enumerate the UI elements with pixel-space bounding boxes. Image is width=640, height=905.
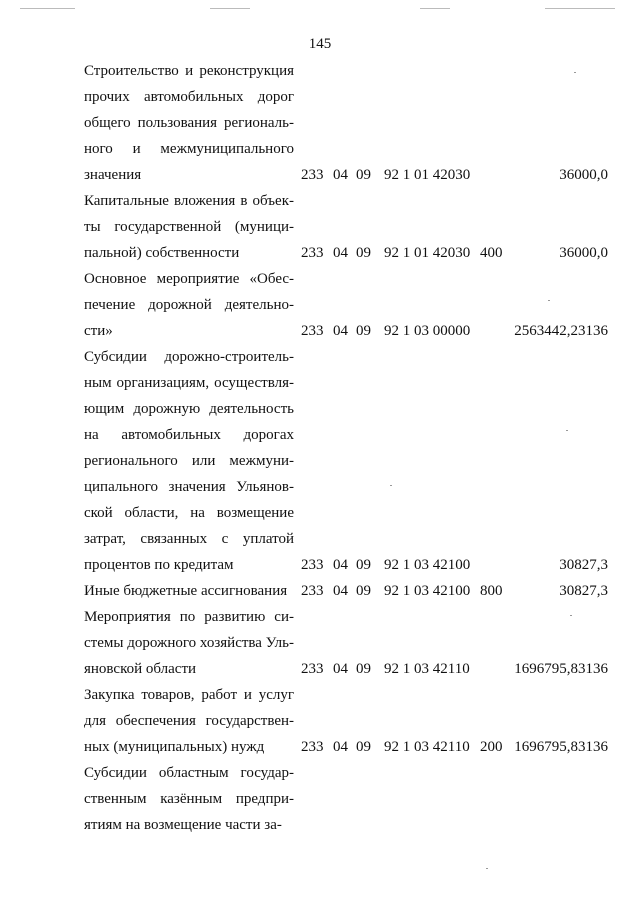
description-line: ской области, на возмещение xyxy=(84,505,294,521)
scan-artifact xyxy=(420,8,450,9)
scan-artifact xyxy=(486,868,488,869)
description-line: Строительство и реконструкция xyxy=(84,63,294,79)
scan-artifact xyxy=(548,300,550,301)
subsection-code: 09 xyxy=(356,583,371,599)
department-code: 233 xyxy=(301,167,324,183)
section-code: 04 xyxy=(333,167,348,183)
description-line: Субсидии областным государ- xyxy=(84,765,294,781)
amount: 2563442,23136 xyxy=(514,323,608,339)
department-code: 233 xyxy=(301,739,324,755)
subsection-code: 09 xyxy=(356,167,371,183)
amount: 30827,3 xyxy=(559,557,608,573)
section-code: 04 xyxy=(333,661,348,677)
subsection-code: 09 xyxy=(356,323,371,339)
amount: 1696795,83136 xyxy=(514,661,608,677)
department-code: 233 xyxy=(301,245,324,261)
expense-type-code: 400 xyxy=(480,245,503,261)
expense-type-code: 200 xyxy=(480,739,503,755)
description-line: Закупка товаров, работ и услуг xyxy=(84,687,294,703)
description-line: ных (муниципальных) нужд xyxy=(84,739,265,755)
target-article-code: 92 1 01 42030 xyxy=(384,245,471,261)
description-line: ты государственной (муници- xyxy=(84,219,294,235)
target-article-code: 92 1 03 42100 xyxy=(384,583,471,599)
target-article-code: 92 1 03 42110 xyxy=(384,739,470,755)
department-code: 233 xyxy=(301,583,324,599)
description-line: на автомобильных дорогах xyxy=(84,427,294,443)
description-line: ятиям на возмещение части за- xyxy=(84,817,282,833)
target-article-code: 92 1 03 42100 xyxy=(384,557,471,573)
description-line: ственным казённым предпри- xyxy=(84,791,294,807)
section-code: 04 xyxy=(333,739,348,755)
scan-artifact xyxy=(210,8,250,9)
target-article-code: 92 1 03 42110 xyxy=(384,661,470,677)
scan-artifact xyxy=(20,8,75,9)
description-line: Основное мероприятие «Обес- xyxy=(84,271,294,287)
description-line: ным организациям, осуществля- xyxy=(84,375,294,391)
section-code: 04 xyxy=(333,245,348,261)
amount: 36000,0 xyxy=(559,167,608,183)
scan-artifact xyxy=(566,430,568,431)
scan-artifact xyxy=(545,8,615,9)
amount: 30827,3 xyxy=(559,583,608,599)
expense-type-code: 800 xyxy=(480,583,503,599)
row-description xyxy=(84,344,294,578)
description-line: затрат, связанных с уплатой xyxy=(84,531,294,547)
page-number: 145 xyxy=(308,36,332,52)
description-line: значения xyxy=(84,167,142,183)
amount: 36000,0 xyxy=(559,245,608,261)
description-line: ципального значения Ульянов- xyxy=(84,479,294,495)
department-code: 233 xyxy=(301,661,324,677)
description-line: регионального или межмуни- xyxy=(84,453,294,469)
description-line: Иные бюджетные ассигнования xyxy=(84,583,288,599)
description-line: Субсидии дорожно-строитель- xyxy=(84,349,294,365)
subsection-code: 09 xyxy=(356,557,371,573)
scan-artifact xyxy=(390,485,392,486)
description-line: стемы дорожного хозяйства Уль- xyxy=(84,635,294,651)
description-line: сти» xyxy=(84,323,113,339)
description-line: для обеспечения государствен- xyxy=(84,713,294,729)
description-line: ющим дорожную деятельность xyxy=(84,401,294,417)
department-code: 233 xyxy=(301,557,324,573)
target-article-code: 92 1 01 42030 xyxy=(384,167,471,183)
scan-artifact xyxy=(570,615,572,616)
target-article-code: 92 1 03 00000 xyxy=(384,323,471,339)
description-line: печение дорожной деятельно- xyxy=(84,297,294,313)
section-code: 04 xyxy=(333,323,348,339)
subsection-code: 09 xyxy=(356,661,371,677)
description-line: Мероприятия по развитию си- xyxy=(84,609,294,625)
description-line: общего пользования региональ- xyxy=(84,115,294,131)
description-line: ного и межмуниципального xyxy=(84,141,294,157)
section-code: 04 xyxy=(333,583,348,599)
description-line: яновской области xyxy=(84,661,197,677)
subsection-code: 09 xyxy=(356,245,371,261)
scan-artifact xyxy=(574,72,576,73)
description-line: процентов по кредитам xyxy=(84,557,234,573)
section-code: 04 xyxy=(333,557,348,573)
subsection-code: 09 xyxy=(356,739,371,755)
department-code: 233 xyxy=(301,323,324,339)
description-line: пальной) собственности xyxy=(84,245,240,261)
description-line: прочих автомобильных дорог xyxy=(84,89,294,105)
description-line: Капитальные вложения в объек- xyxy=(84,193,294,209)
amount: 1696795,83136 xyxy=(514,739,608,755)
